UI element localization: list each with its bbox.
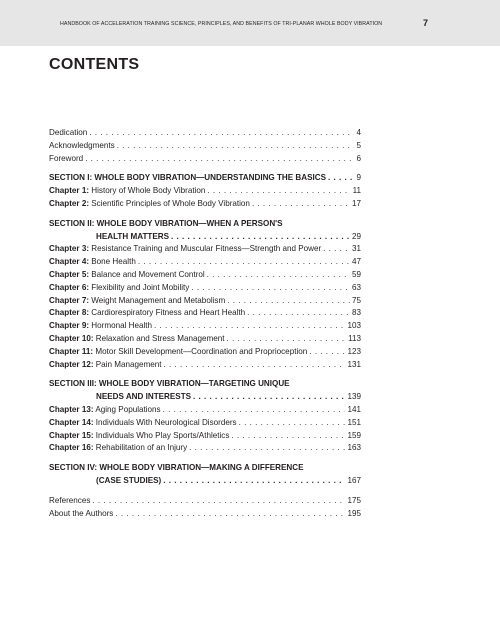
toc-chapter-15[interactable] — [49, 430, 361, 443]
toc-section-1[interactable] — [49, 172, 361, 185]
chapter-label: Chapter 6: — [49, 282, 90, 292]
page-number-ref: 131 — [347, 359, 361, 369]
page-number: 7 — [423, 18, 429, 28]
chapter-label: Chapter 5: — [49, 269, 90, 279]
toc-chapter-9[interactable] — [49, 320, 361, 333]
dot-leader — [163, 475, 345, 488]
page-number-ref: 113 — [348, 333, 361, 343]
chapter-label: Chapter 1: — [49, 186, 90, 196]
page-number-ref: 59 — [351, 269, 361, 279]
dot-leader — [207, 185, 350, 198]
entry-title: SECTION I: WHOLE BODY VIBRATION—UNDERSTANDING THE BASICS — [49, 173, 326, 183]
page-number-ref: 159 — [347, 430, 361, 440]
page-number-ref: 4 — [356, 128, 361, 137]
page-number-ref: 167 — [347, 475, 361, 485]
entry-title: Bone Health — [91, 257, 136, 267]
toc-entry-dedication[interactable] — [49, 127, 361, 140]
dot-leader — [207, 269, 350, 282]
entry-title: Hormonal Health — [91, 321, 153, 331]
chapter-label: Chapter 3: — [49, 244, 90, 254]
dot-leader — [115, 508, 345, 521]
dot-leader — [239, 417, 346, 430]
toc-chapter-13[interactable] — [49, 404, 361, 417]
page-number-ref: 31 — [351, 244, 361, 254]
toc-chapter-12[interactable] — [49, 359, 361, 372]
toc-section-4-line-1[interactable]: SECTION IV: WHOLE BODY VIBRATION—MAKING A DIFFERENCE — [49, 463, 304, 473]
toc-chapter-3[interactable] — [49, 243, 361, 256]
toc-chapter-7[interactable] — [49, 295, 361, 308]
dot-leader — [252, 198, 350, 211]
entry-title: Pain Management — [95, 359, 162, 369]
dot-leader — [323, 243, 350, 256]
chapter-label: Chapter 8: — [49, 308, 90, 318]
entry-title: HEALTH MATTERS — [96, 231, 169, 241]
page-number-ref: 139 — [347, 392, 361, 402]
dot-leader — [328, 172, 354, 185]
entry-title: Individuals Who Play Sports/Athletics — [95, 430, 230, 440]
table-of-contents — [49, 127, 361, 520]
page-number-ref: 9 — [356, 173, 361, 183]
toc-chapter-10[interactable] — [49, 333, 361, 346]
toc-chapter-14[interactable] — [49, 417, 361, 430]
dot-leader — [193, 391, 345, 404]
entry-title: Flexibility and Joint Mobility — [91, 282, 190, 292]
chapter-label: Chapter 16: — [49, 443, 94, 453]
page-number-ref: 75 — [351, 295, 361, 305]
entry-title: Rehabilitation of an Injury — [95, 443, 188, 453]
page-number-ref: 17 — [351, 198, 361, 208]
running-header — [0, 0, 500, 46]
dot-leader — [92, 495, 345, 508]
page-number-ref: 47 — [351, 257, 361, 267]
page-number-ref: 83 — [351, 308, 361, 318]
chapter-label: Chapter 15: — [49, 430, 94, 440]
entry-title: Relaxation and Stress Management — [95, 333, 225, 343]
toc-section-2-line-1[interactable]: SECTION II: WHOLE BODY VIBRATION—WHEN A PERSON'S — [49, 218, 283, 228]
entry-title: Foreword — [49, 153, 84, 163]
dot-leader — [191, 282, 350, 295]
page-number-ref: 63 — [351, 282, 361, 292]
entry-title: References — [49, 495, 91, 505]
toc-chapter-6[interactable] — [49, 282, 361, 295]
page-number-ref: 175 — [347, 495, 361, 505]
toc-entry-about-the-authors[interactable] — [49, 508, 361, 521]
entry-title: Acknowledgments — [49, 140, 115, 150]
dot-leader — [163, 404, 346, 417]
entry-title: Motor Skill Development—Coordination and Proprioception — [95, 346, 308, 356]
page-number-ref: 29 — [351, 231, 361, 241]
toc-section-3-line-1[interactable]: SECTION III: WHOLE BODY VIBRATION—TARGETING UNIQUE — [49, 379, 290, 389]
page-number-ref: 141 — [347, 404, 361, 414]
page-number-ref: 11 — [352, 186, 361, 196]
chapter-label: Chapter 13: — [49, 404, 94, 414]
dot-leader — [231, 430, 345, 443]
chapter-label: Chapter 7: — [49, 295, 90, 305]
dot-leader — [85, 153, 354, 166]
toc-entry-foreword[interactable] — [49, 153, 361, 166]
entry-title: Cardiorespiratory Fitness and Heart Health — [91, 308, 246, 318]
dot-leader — [117, 140, 355, 153]
toc-chapter-16[interactable] — [49, 442, 361, 455]
dot-leader — [247, 307, 350, 320]
chapter-label: Chapter 14: — [49, 417, 94, 427]
toc-chapter-4[interactable] — [49, 256, 361, 269]
entry-title: Scientific Principles of Whole Body Vibration — [91, 198, 250, 208]
dot-leader — [189, 442, 345, 455]
entry-title: Dedication — [49, 128, 88, 137]
page-number-ref: 163 — [347, 443, 361, 453]
entry-title: (CASE STUDIES) — [96, 475, 162, 485]
entry-title: Aging Populations — [95, 404, 161, 414]
toc-section-4[interactable] — [49, 475, 361, 488]
entry-title: NEEDS AND INTERESTS — [96, 392, 192, 402]
running-title: HANDBOOK OF ACCELERATION TRAINING SCIENCE, PRINCIPLES, AND BENEFITS OF TRI-PLANAR WHOLE BODY VIBRATION — [60, 21, 383, 27]
toc-chapter-2[interactable] — [49, 198, 361, 211]
dot-leader — [309, 346, 345, 359]
toc-chapter-8[interactable] — [49, 307, 361, 320]
dot-leader — [89, 127, 354, 140]
page-number-ref: 123 — [347, 346, 361, 356]
toc-section-3[interactable] — [49, 391, 361, 404]
toc-chapter-5[interactable] — [49, 269, 361, 282]
chapter-label: Chapter 9: — [49, 321, 90, 331]
entry-title: Resistance Training and Muscular Fitness—Strength and Power — [91, 244, 322, 254]
dot-leader — [226, 333, 346, 346]
toc-entry-acknowledgments[interactable] — [49, 140, 361, 153]
chapter-label: Chapter 12: — [49, 359, 94, 369]
chapter-label: Chapter 10: — [49, 333, 94, 343]
entry-title: Individuals With Neurological Disorders — [95, 417, 237, 427]
toc-entry-references[interactable] — [49, 495, 361, 508]
dot-leader — [227, 295, 350, 308]
chapter-label: Chapter 2: — [49, 198, 90, 208]
dot-leader — [163, 359, 345, 372]
page-number-ref: 195 — [347, 508, 361, 518]
dot-leader — [138, 256, 350, 269]
page-number-ref: 151 — [347, 417, 361, 427]
dot-leader — [171, 231, 350, 244]
entry-title: History of Whole Body Vibration — [91, 186, 206, 196]
page-title: CONTENTS — [49, 56, 140, 73]
entry-title: Weight Management and Metabolism — [91, 295, 226, 305]
page-number-ref: 6 — [356, 153, 361, 163]
entry-title: About the Authors — [49, 508, 114, 518]
dot-leader — [154, 320, 345, 333]
toc-chapter-11[interactable] — [49, 346, 361, 359]
page-number-ref: 103 — [347, 321, 361, 331]
chapter-label: Chapter 4: — [49, 257, 90, 267]
chapter-label: Chapter 11: — [49, 346, 94, 356]
entry-title: Balance and Movement Control — [91, 269, 205, 279]
toc-chapter-1[interactable] — [49, 185, 361, 198]
toc-section-2[interactable] — [49, 231, 361, 244]
page-number-ref: 5 — [356, 140, 361, 150]
